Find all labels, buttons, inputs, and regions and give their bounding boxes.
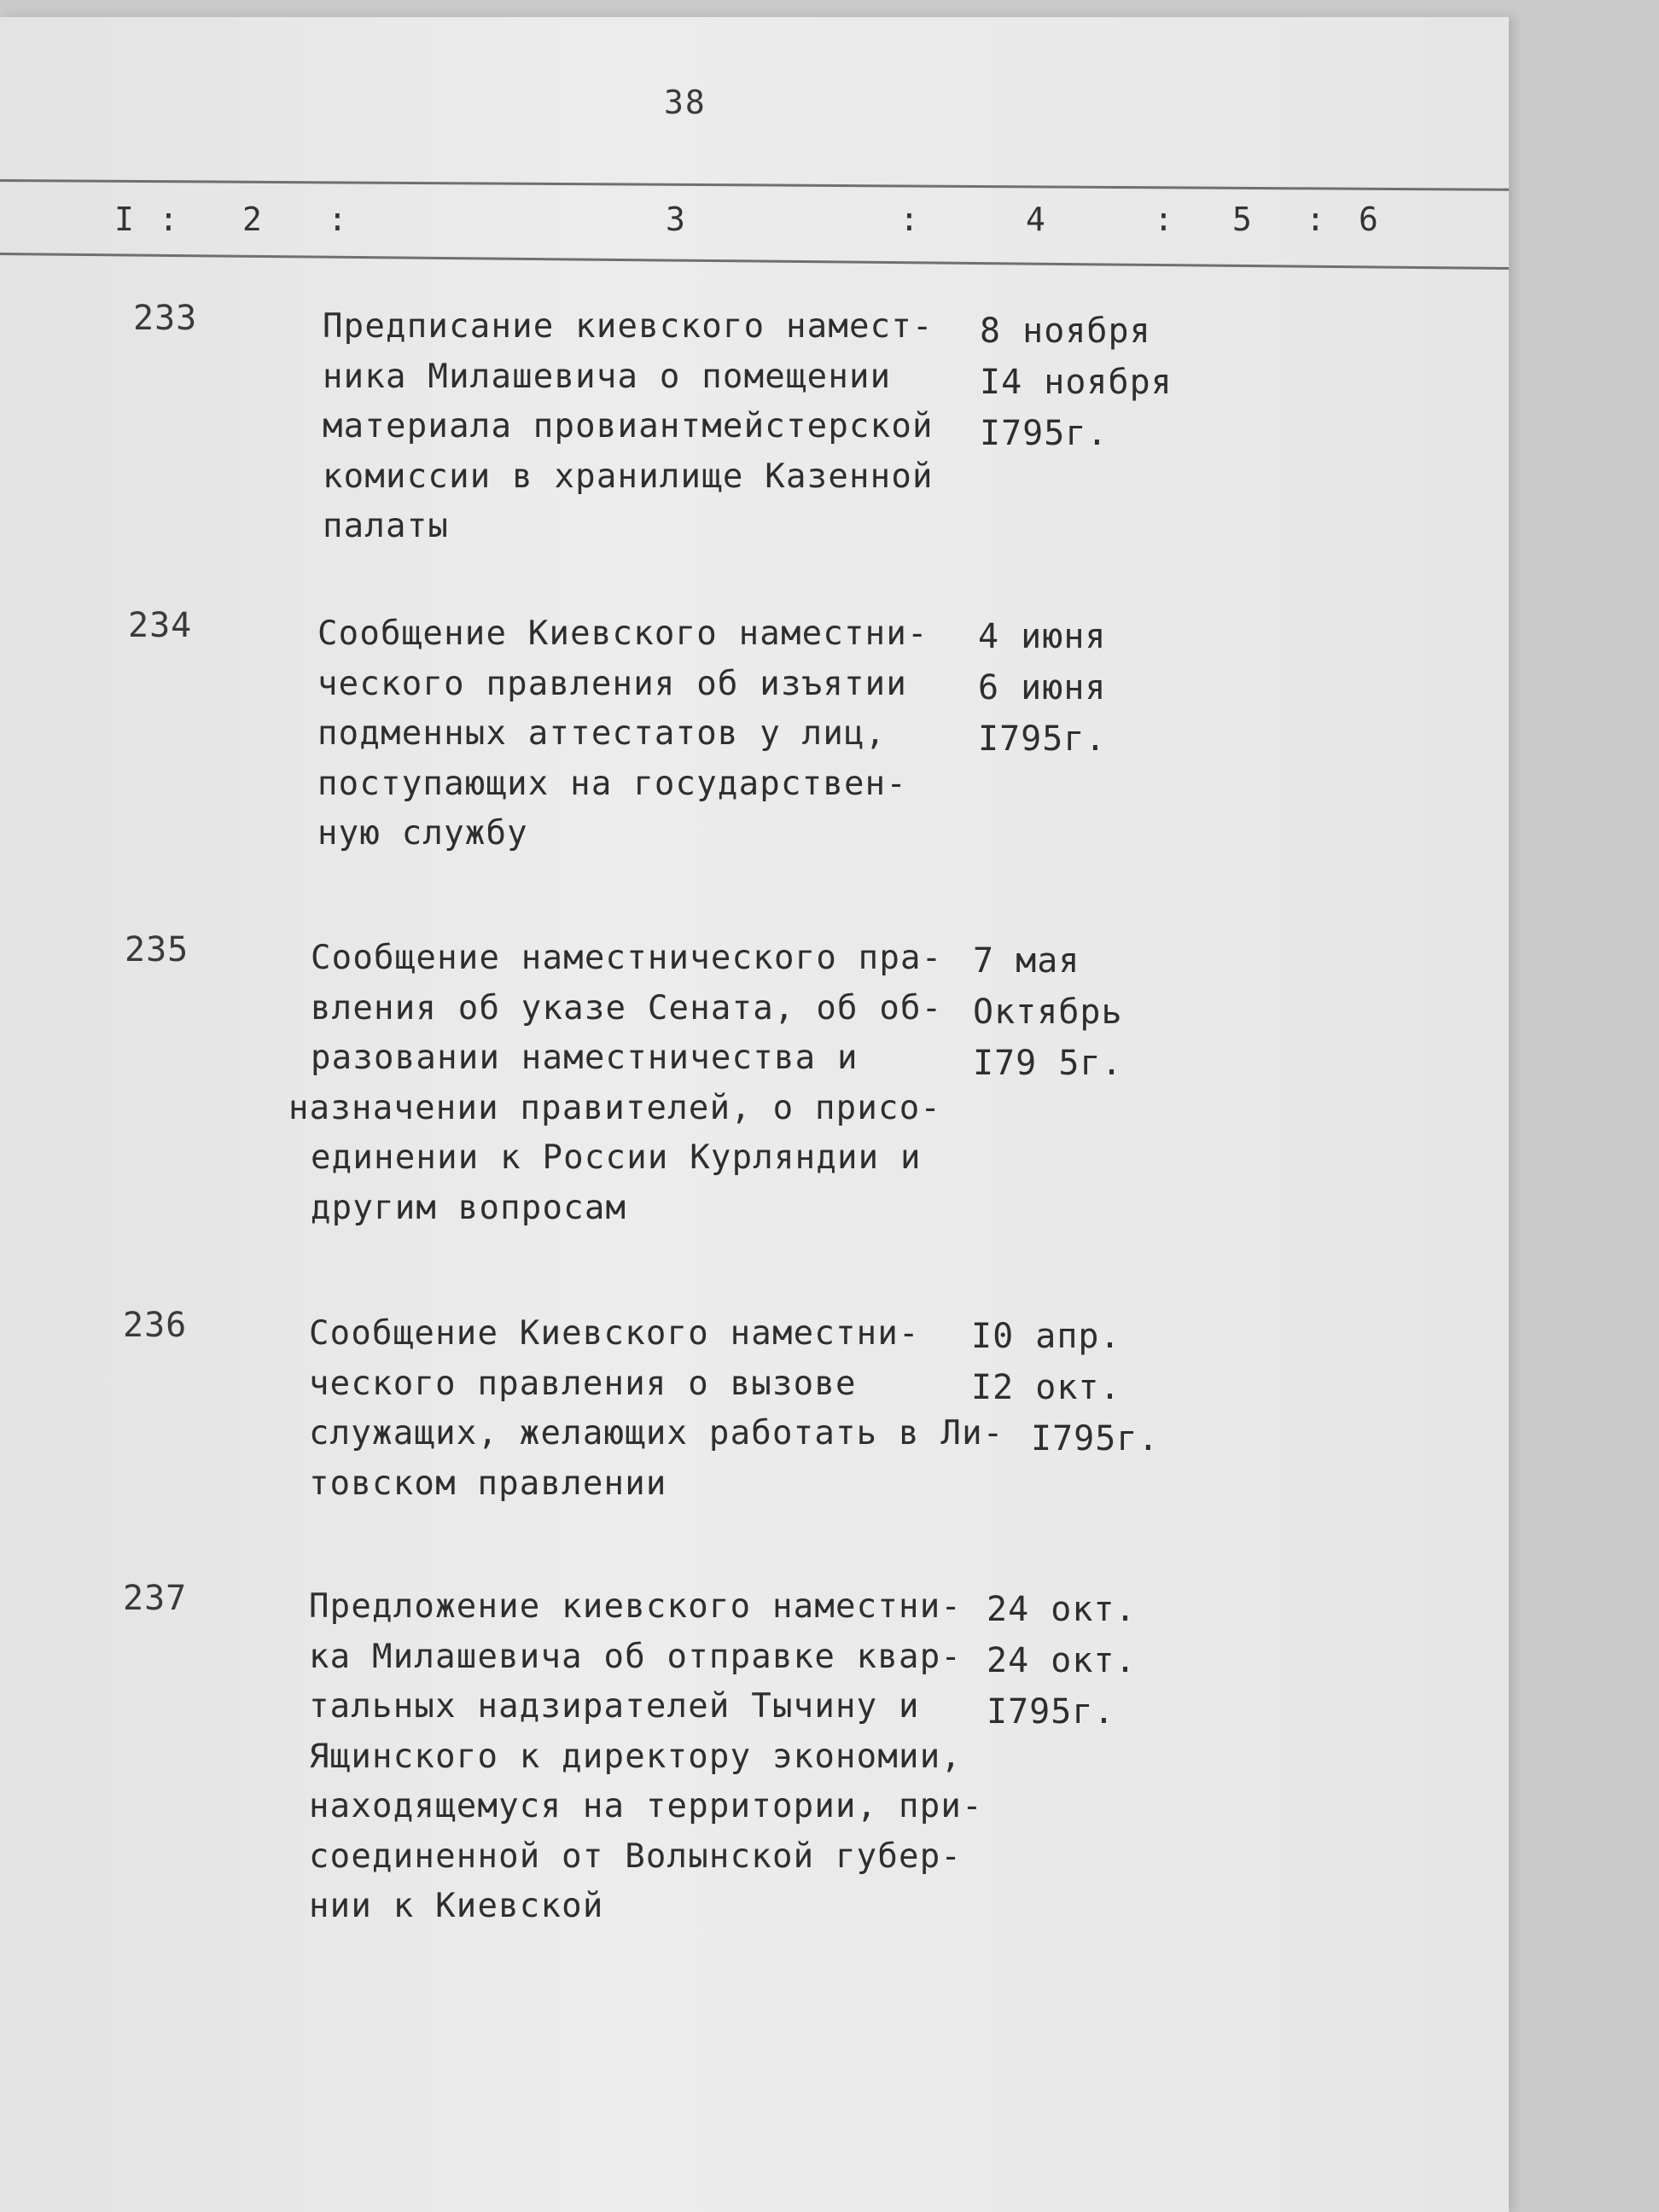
entry-number: 233 [133, 299, 198, 338]
date-end: 6 июня [978, 668, 1107, 707]
page-number: 38 [664, 84, 707, 121]
entry-number: 237 [123, 1579, 188, 1618]
column-header-3: 3 [666, 201, 685, 238]
entry-title [323, 302, 934, 552]
entry-title [309, 1309, 1004, 1509]
column-header-separator: : [899, 201, 919, 238]
header-rule-bottom [0, 253, 1509, 270]
title-line: комиссии в хранилище Казенной [323, 457, 934, 496]
title-line: ческого правления о вызове [309, 1364, 857, 1403]
header-rule-top [0, 179, 1509, 191]
date-start: 8 ноября [980, 311, 1151, 351]
date-end: I2 окт. [971, 1368, 1121, 1407]
title-line: Сообщение наместнического пра- [311, 939, 943, 977]
date-year: I79 5г. [973, 1044, 1123, 1083]
title-line: поступающих на государствен- [317, 764, 908, 803]
date-start: 24 окт. [987, 1590, 1137, 1629]
title-line: служащих, желающих работать в Ли- [309, 1414, 1004, 1452]
title-line: разовании наместничества и [311, 1039, 859, 1077]
date-year: I795г. [987, 1692, 1115, 1732]
title-line: Сообщение Киевского наместни- [309, 1314, 920, 1353]
column-header-separator: : [159, 201, 178, 238]
title-line: палаты [323, 507, 450, 545]
title-line: товском правлении [309, 1464, 667, 1503]
date-end: Октябрь [973, 992, 1123, 1032]
date-year: I795г. [980, 414, 1109, 453]
typed-page [0, 17, 1509, 2212]
entry-title [309, 1582, 983, 1932]
date-end: 24 окт. [987, 1641, 1137, 1680]
column-header-4: 4 [1026, 201, 1045, 238]
entry-title [317, 609, 928, 859]
date-start: 7 мая [973, 941, 1080, 981]
title-line: подменных аттестатов у лиц, [317, 714, 887, 753]
column-header-separator: : [328, 201, 347, 238]
entry-dates [971, 1311, 1160, 1464]
column-header-separator: : [1306, 201, 1325, 238]
date-end: I4 ноября [980, 363, 1173, 402]
title-line: Предписание киевского намест- [323, 307, 934, 346]
title-line: назначении правителей, о присо- [288, 1088, 942, 1127]
title-line: Ящинского к директору экономии, [309, 1737, 963, 1776]
title-line: соединенной от Волынской губер- [309, 1837, 963, 1876]
entry-dates [987, 1584, 1137, 1738]
title-line: Предложение киевского наместни- [309, 1587, 963, 1626]
title-line: ка Милашевича об отправке квар- [309, 1637, 963, 1676]
date-start: I0 апр. [971, 1317, 1121, 1356]
column-header-separator: : [1154, 201, 1173, 238]
entry-number: 234 [128, 606, 193, 645]
date-year: I795г. [978, 719, 1107, 759]
title-line: Сообщение Киевского наместни- [317, 614, 928, 653]
entry-dates [978, 611, 1107, 765]
title-line: нии к Киевской [309, 1887, 604, 1925]
date-year: I795г. [1031, 1419, 1160, 1458]
title-line: единении к России Курляндии и [311, 1138, 922, 1177]
entry-dates [973, 935, 1123, 1089]
entry-number: 235 [125, 930, 189, 969]
title-line: находящемуся на территории, при- [309, 1787, 983, 1825]
date-start: 4 июня [978, 617, 1107, 656]
title-line: материала провиантмейстерской [323, 407, 934, 445]
column-header-2: 2 [242, 201, 262, 238]
title-line: другим вопросам [311, 1188, 627, 1227]
title-line: вления об указе Сената, об об- [311, 988, 943, 1027]
title-line: ческого правления об изъятии [317, 664, 908, 703]
entry-dates [980, 306, 1173, 459]
title-line: ника Милашевича о помещении [323, 357, 892, 396]
title-line: ную службу [317, 814, 528, 853]
column-header-1: I [114, 201, 134, 238]
column-header-6: 6 [1359, 201, 1378, 238]
entry-number: 236 [123, 1306, 188, 1345]
column-header-5: 5 [1232, 201, 1252, 238]
title-line: тальных надзирателей Тычину и [309, 1687, 920, 1726]
entry-title [288, 934, 943, 1233]
